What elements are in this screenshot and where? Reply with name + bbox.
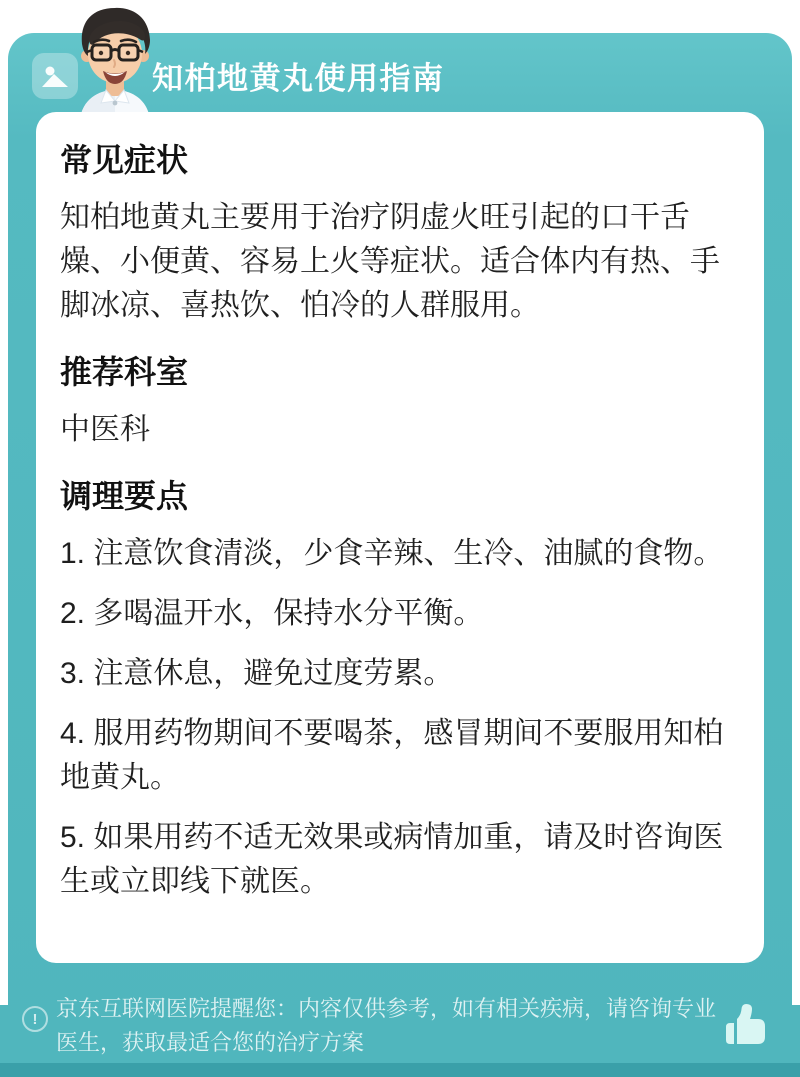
doctor-avatar	[56, 4, 174, 120]
section-heading-symptoms: 常见症状	[60, 142, 189, 178]
footer	[0, 990, 800, 1070]
section-heading-department: 推荐科室	[60, 354, 189, 390]
care-point-item: 2. 多喝温开水，保持水分平衡。	[60, 597, 484, 630]
page-title: 知柏地黄丸使用指南	[152, 61, 445, 96]
department-text: 中医科	[60, 413, 150, 446]
care-point-item: 4. 服用药物期间不要喝茶，感冒期间不要服用知柏地黄丸。	[60, 717, 724, 794]
section-heading-care-points: 调理要点	[60, 478, 189, 514]
content-card	[36, 112, 764, 963]
disclaimer-text: 京东互联网医院提醒您：内容仅供参考，如有相关疾病，请咨询专业医生，获取最适合您的治疗方案	[56, 996, 717, 1055]
info-icon: !	[22, 1006, 48, 1032]
care-point-item: 1. 注意饮食清淡，少食辛辣、生冷、油腻的食物。	[60, 537, 724, 570]
symptoms-text: 知柏地黄丸主要用于治疗阴虚火旺引起的口干舌燥、小便黄、容易上火等症状。适合体内有热、手脚冰凉、喜热饮、怕冷的人群服用。	[60, 201, 720, 322]
care-point-item: 3. 注意休息，避免过度劳累。	[60, 657, 454, 690]
care-point-item: 5. 如果用药不适无效果或病情加重，请及时咨询医生或立即线下就医。	[60, 821, 724, 898]
thumbs-up-icon[interactable]	[724, 1002, 772, 1050]
